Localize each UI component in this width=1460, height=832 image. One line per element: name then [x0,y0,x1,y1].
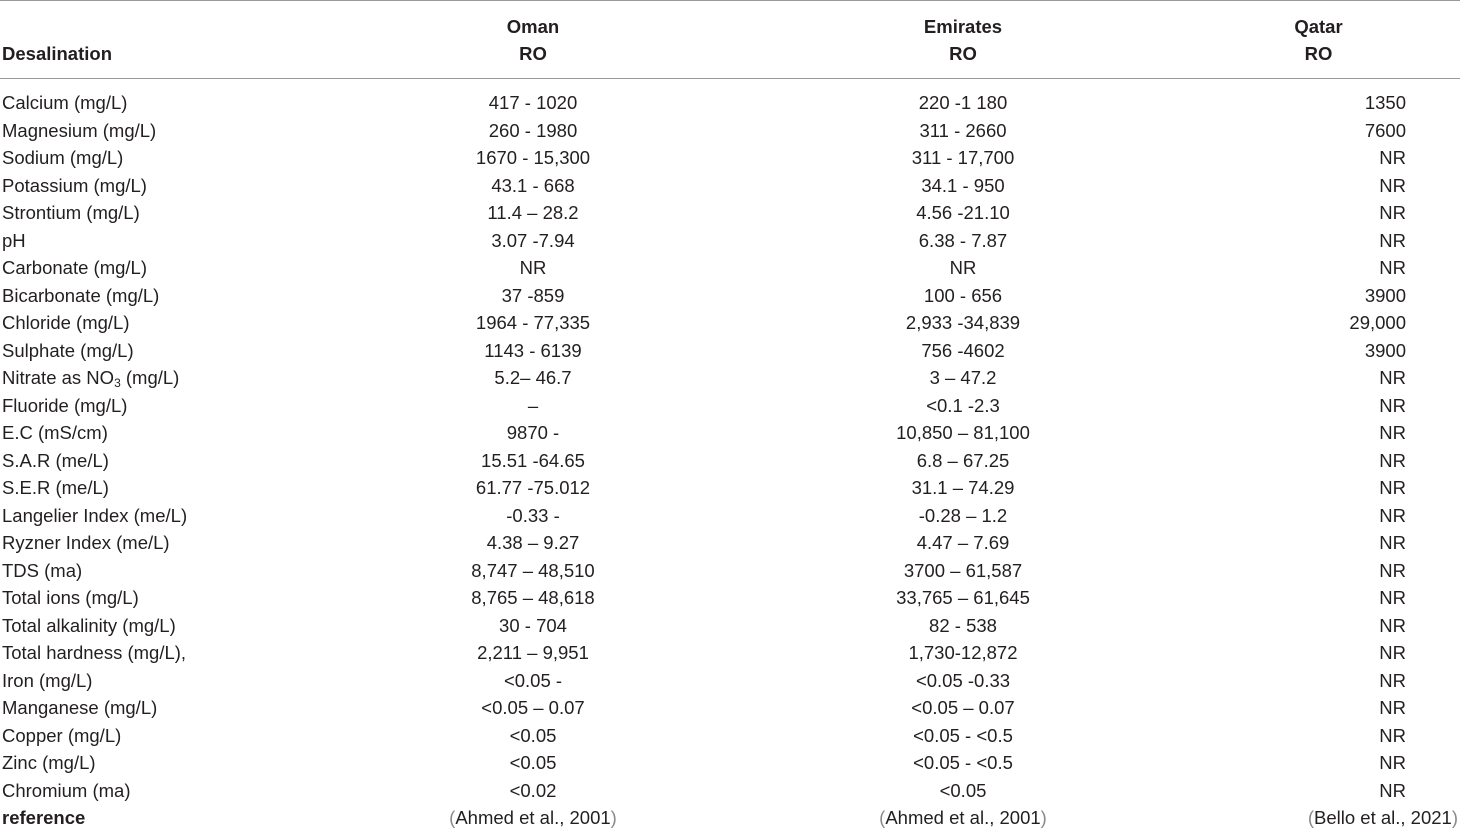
value-oman: <0.05 [509,724,557,746]
row-parameter: Total ions (mg/L) [2,587,139,608]
header-country: Qatar [1294,16,1343,37]
value-oman: 8,765 – 48,618 [471,587,595,608]
table-row [0,254,1460,282]
table-row [0,447,1460,475]
value-qatar: 3900 [1364,284,1406,306]
value-qatar: NR [1379,642,1406,663]
value-oman: 260 - 1980 [488,119,578,141]
value-qatar: NR [1379,229,1406,251]
value-qatar: NR [1379,147,1406,168]
row-parameter: Chloride (mg/L) [2,312,130,333]
value-oman: 1143 - 6139 [484,339,582,361]
header-method: RO [949,43,977,64]
value-oman: – [527,394,539,416]
value-oman: 417 - 1020 [488,92,578,113]
value-oman: 1670 - 15,300 [475,147,591,168]
value-qatar: NR [1379,779,1406,801]
value-qatar: 1350 [1364,92,1406,113]
value-emirates: <0.05 - <0.5 [913,724,1013,746]
value-qatar: NR [1379,257,1406,278]
table-row [0,612,1460,640]
value-emirates: <0.05 -0.33 [915,669,1011,691]
row-parameter: S.A.R (me/L) [2,449,109,471]
row-parameter: Calcium (mg/L) [2,92,128,113]
table-row [0,172,1460,200]
header-row-label: Desalination [0,1,372,79]
reference-qatar [1232,804,1460,832]
row-parameter: Potassium (mg/L) [2,174,147,196]
value-qatar: NR [1379,559,1406,581]
table-header [0,1,1460,79]
table-row [0,282,1460,310]
parameter-prefix: Nitrate as NO [2,367,115,388]
row-parameter: S.E.R (me/L) [2,477,109,498]
value-emirates: 4.47 – 7.69 [916,532,1010,553]
value-oman: -0.33 - [506,504,560,526]
value-oman: 15.51 -64.65 [481,449,585,471]
row-parameter: Chromium (ma) [2,779,131,801]
value-emirates: 6.38 - 7.87 [918,229,1008,251]
table-row [0,749,1460,777]
value-qatar: NR [1379,587,1406,608]
value-qatar: NR [1379,614,1406,636]
value-oman: 4.38 – 9.27 [486,532,580,553]
value-emirates: 1,730-12,872 [908,642,1018,663]
row-parameter: Bicarbonate (mg/L) [2,284,160,306]
parameter-subscript: 3 [114,376,121,390]
row-parameter: Sulphate (mg/L) [2,339,134,361]
parameter-suffix: (mg/L) [120,367,180,388]
reference-citation-link[interactable]: Ahmed et al., 2001 [885,807,1041,828]
table-row [0,694,1460,722]
value-qatar: NR [1379,174,1406,196]
value-qatar: NR [1379,367,1406,388]
row-parameter: Magnesium (mg/L) [2,119,157,141]
value-emirates: 100 - 656 [923,284,1003,306]
value-emirates: 33,765 – 61,645 [896,587,1030,608]
row-parameter: Langelier Index (me/L) [2,504,188,526]
value-emirates: <0.05 [939,779,987,801]
value-oman: <0.05 - [503,669,563,691]
value-emirates: 4.56 -21.10 [916,202,1010,223]
paren-close: ) [610,807,617,828]
value-emirates: 31.1 – 74.29 [911,477,1015,498]
table-body [0,79,1460,832]
value-qatar: NR [1379,697,1406,718]
row-parameter: Zinc (mg/L) [2,752,96,773]
paren-close: ) [1451,807,1458,828]
value-emirates: 2,933 -34,839 [905,312,1021,333]
value-emirates: <0.05 - <0.5 [913,752,1013,773]
value-oman: <0.05 [509,752,557,773]
value-qatar: NR [1379,669,1406,691]
value-oman: 37 -859 [501,284,565,306]
reference-emirates [694,804,1232,832]
table-row [0,199,1460,227]
row-parameter: Sodium (mg/L) [2,147,124,168]
value-qatar: NR [1379,422,1406,443]
paren-open: ( [879,807,886,828]
value-oman: <0.02 [509,779,557,801]
row-parameter: Copper (mg/L) [2,724,122,746]
header-country: Oman [506,16,560,37]
value-oman: <0.05 – 0.07 [481,697,585,718]
value-oman: 9870 - [506,422,560,443]
value-emirates: 756 -4602 [921,339,1005,361]
header-row [0,1,1460,79]
reference-citation-link[interactable]: Ahmed et al., 2001 [455,807,611,828]
reference-label: reference [2,807,86,828]
value-oman: 30 - 704 [499,614,567,636]
table-row [0,722,1460,750]
reference-row [0,804,1460,832]
row-parameter: Total alkalinity (mg/L) [2,614,176,636]
row-parameter: Fluoride (mg/L) [2,394,128,416]
value-emirates: 220 -1 180 [918,92,1008,113]
table-row [0,79,1460,117]
table-row [0,309,1460,337]
value-qatar: NR [1379,532,1406,553]
table-row [0,529,1460,557]
row-parameter: pH [2,229,26,251]
header-emirates [694,1,1232,79]
value-qatar: NR [1379,724,1406,746]
header-method: RO [1304,43,1333,64]
table-row [0,144,1460,172]
value-oman: 11.4 – 28.2 [487,202,579,223]
row-parameter: TDS (ma) [2,559,83,581]
table-row [0,502,1460,530]
value-emirates: 10,850 – 81,100 [896,422,1030,443]
value-emirates: 82 - 538 [929,614,997,636]
value-qatar: NR [1379,752,1406,773]
value-oman: 1964 - 77,335 [475,312,591,333]
reference-citation-link[interactable]: Bello et al., 2021 [1314,807,1452,828]
row-parameter: Iron (mg/L) [2,669,93,691]
value-oman: 61.77 -75.012 [475,477,591,498]
row-parameter: Strontium (mg/L) [2,202,140,223]
table-row [0,667,1460,695]
value-oman: 3.07 -7.94 [491,229,575,251]
header-country: Emirates [923,16,1003,37]
value-oman: 43.1 - 668 [491,174,575,196]
value-emirates: <0.1 -2.3 [926,394,1000,416]
value-qatar: 7600 [1364,119,1406,141]
value-emirates: 6.8 – 67.25 [916,449,1010,471]
table-row [0,117,1460,145]
value-emirates: -0.28 – 1.2 [918,504,1008,526]
table-row [0,557,1460,585]
table-row [0,777,1460,805]
table-row [0,227,1460,255]
value-oman: 8,747 – 48,510 [471,559,595,581]
value-emirates: 311 - 2660 [919,119,1007,141]
table-row [0,639,1460,667]
value-emirates: 3700 – 61,587 [903,559,1023,581]
table-row [0,337,1460,365]
paren-open: ( [449,807,456,828]
value-qatar: NR [1379,449,1406,471]
row-parameter: Carbonate (mg/L) [2,257,147,278]
table-row [0,364,1460,392]
value-qatar: NR [1379,202,1406,223]
value-emirates: 3 – 47.2 [929,367,997,388]
value-qatar: NR [1379,477,1406,498]
paren-close: ) [1040,807,1047,828]
table-row [0,474,1460,502]
table-row [0,584,1460,612]
reference-oman [372,804,694,832]
value-oman: 5.2– 46.7 [494,367,572,388]
header-method: RO [519,43,547,64]
value-emirates: NR [949,257,977,278]
row-parameter: Ryzner Index (me/L) [2,532,170,553]
header-oman [372,1,694,79]
row-parameter [0,364,372,392]
table-row [0,392,1460,420]
value-emirates: 34.1 - 950 [921,174,1005,196]
row-parameter: Total hardness (mg/L), [2,642,187,663]
header-qatar [1232,1,1460,79]
value-emirates: 311 - 17,700 [911,147,1015,168]
value-oman: NR [519,257,547,278]
value-qatar: NR [1379,504,1406,526]
row-parameter: E.C (mS/cm) [2,422,108,443]
table-row [0,419,1460,447]
row-parameter: Manganese (mg/L) [2,697,158,718]
value-qatar: NR [1379,394,1406,416]
value-qatar: 29,000 [1349,312,1406,333]
paren-open: ( [1307,807,1314,828]
value-oman: 2,211 – 9,951 [477,642,589,663]
value-qatar: 3900 [1364,339,1406,361]
value-emirates: <0.05 – 0.07 [911,697,1015,718]
